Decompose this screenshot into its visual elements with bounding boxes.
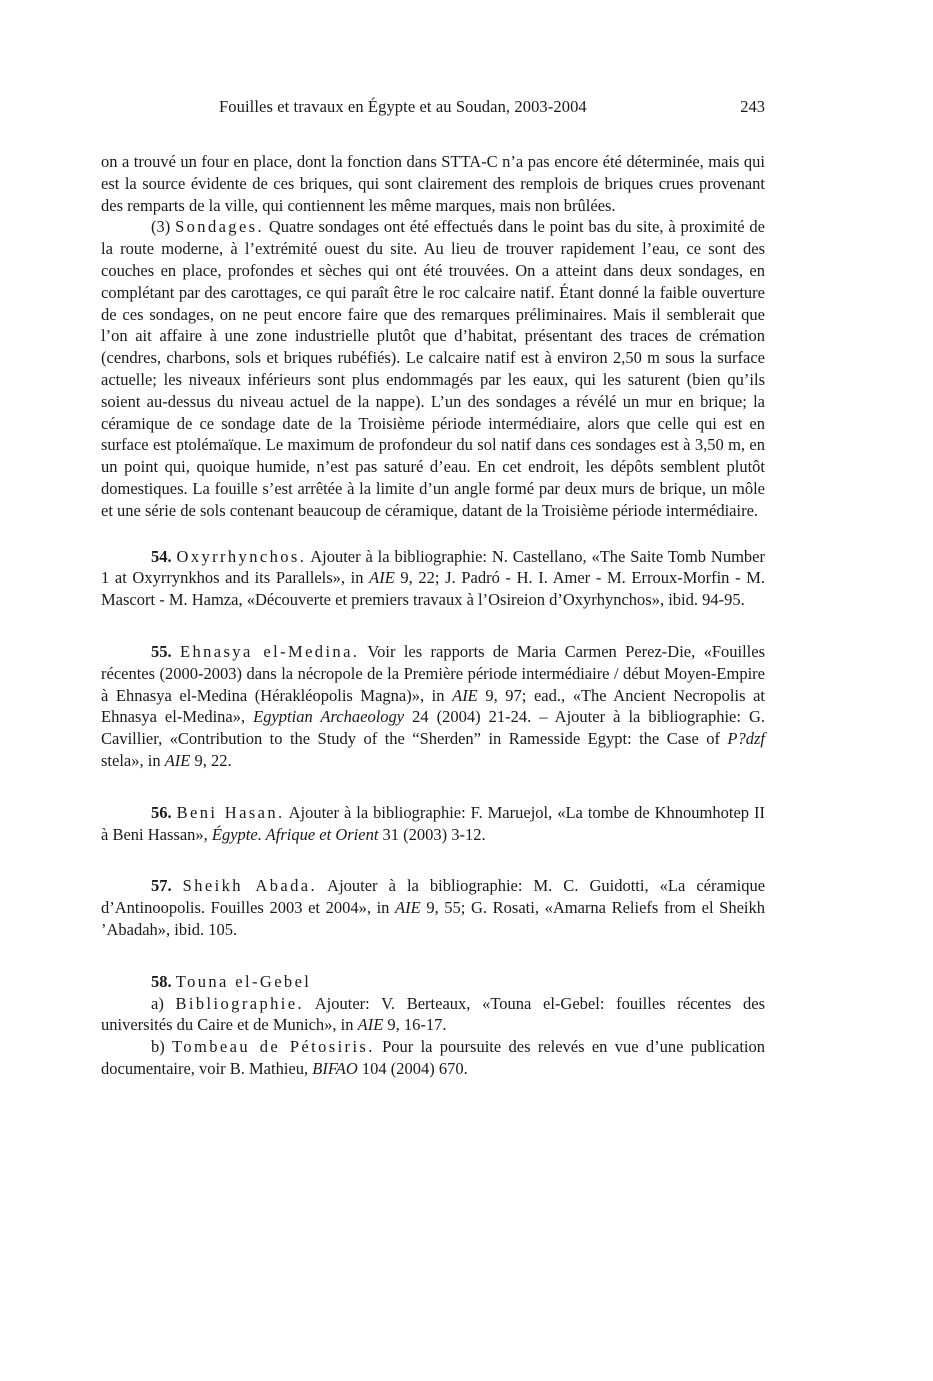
entry-54 — [101, 546, 765, 611]
journal-title: Égypte. Afrique et Orient — [211, 824, 379, 844]
entry-number: 56. — [151, 802, 172, 822]
running-header — [101, 95, 765, 119]
entry-text: 24 (2004) 21-24. – Ajouter à la bibliographie: G. Cavillier, «Contribution to the Study of the “Sherden” in Ramesside Egypt: the Case of — [101, 707, 766, 749]
intro-paragraph: on a trouvé un four en place, dont la fonction dans STTA-C n’a pas encore été déterminée, mais qui est la source évidente de ces briques, qui sont clairement des remplois de briques crues provenant des remparts de la ville, qui contiennent les même marques, mais non brûlées. — [101, 152, 765, 215]
entry-number: 58. — [151, 971, 172, 991]
entry-text: Ajouter: V. Berteaux, «Touna el-Gebel: fouilles récentes des universités du Caire et de Munich», in — [101, 993, 765, 1035]
entry-58-heading — [101, 971, 765, 993]
journal-title: AIE — [452, 685, 478, 705]
entry-text: Pour la poursuite des relevés en vue d’une publication documentaire, voir B. Mathieu, — [101, 1037, 765, 1078]
item-label: Bibliographie. — [175, 993, 304, 1013]
entry-number: 57. — [151, 876, 172, 896]
entry-text: Voir les rapports de Maria Carmen Perez-Die, «Fouilles récentes (2000-2003) dans la nécropole de la Première période intermédiaire / début Moyen-Empire à Ehnasya el-Medina (Hérakléopolis Magna)», in — [101, 641, 765, 705]
journal-title: AIE — [395, 898, 421, 918]
running-title: Fouilles et travaux en Égypte et au Soudan, 2003-2004 — [219, 97, 587, 116]
journal-title: AIE — [357, 1015, 384, 1035]
entry-55 — [101, 641, 765, 772]
entry-text: 9, 97; ead., «The Ancient Necropolis at Ehnasya el-Medina», — [101, 685, 765, 727]
entry-56 — [101, 802, 765, 846]
journal-title: AIE — [369, 568, 395, 588]
site-name: Touna el-Gebel — [175, 971, 312, 991]
entry-58-a — [101, 993, 765, 1037]
site-name: Ehnasya el-Medina. — [179, 641, 360, 661]
entry-text: Ajouter à la bibliographie: F. Maruejol, «La tombe de Khnoumhotep II à Beni Hassan», — [101, 802, 765, 844]
item-prefix: b) — [151, 1037, 173, 1057]
sondages-paragraph — [101, 216, 765, 521]
entry-text: 104 (2004) 670. — [357, 1058, 468, 1078]
site-name: Oxyrrhynchos. — [176, 546, 307, 566]
site-name: Beni Hasan. — [176, 802, 285, 822]
entry-text: 31 (2003) 3-12. — [378, 824, 486, 844]
sondages-prefix: (3) — [151, 217, 176, 237]
item-label: Tombeau de Pétosiris. — [172, 1037, 375, 1057]
journal-title: Egyptian Archaeology — [253, 707, 405, 727]
sondages-label: Sondages. — [175, 217, 265, 237]
entry-text: stela», in — [101, 750, 165, 770]
entry-57 — [101, 875, 765, 940]
entry-number: 54. — [151, 546, 172, 566]
page-number: 243 — [740, 97, 765, 116]
entry-text: Ajouter à la bibliographie: M. C. Guidotti, «La céramique d’Antinoopolis. Fouilles 2003 et 2004», in — [101, 876, 766, 918]
item-prefix: a) — [151, 993, 176, 1013]
page-body — [101, 151, 765, 1080]
italic-term: P?dzf — [727, 729, 765, 749]
journal-title: AIE — [164, 750, 191, 770]
entry-number: 55. — [151, 641, 172, 661]
entry-text: 9, 22. — [190, 750, 232, 770]
sondages-text: Quatre sondages ont été effectués dans le point bas du site, à proximité de la route moderne, à l’extrémité ouest du site. Au lieu de trouver rapidement l’eau, ce sont des couches en place, profondes et sèches qui ont été trouvées. On a atteint dans deux sondages, en complétant par des carottages, ce qui paraît être le roc calcaire natif. Étant donné la faible ouverture de ces sondages, on ne peut encore faire que des remarques préliminaires. Mais il semblerait que l’on ait affaire à une zone industrielle plutôt que d’habitat, présentant des traces de crémation (cendres, charbons, sols et briques rubéfiés). Le calcaire natif est à environ 2,50 m sous la surface actuelle; les niveaux inférieurs sont plus endommagés par les eaux, qui les saturent (bien qu’ils soient au-dessus du niveau actuel de la nappe). L’un des sondages a révélé un mur en brique; la céramique de ce sondage date de la Troisième période intermédiaire, alors que celle qui est en surface est ptolémaïque. Le maximum de profondeur du sol natif dans ces sondages est à 3,50 m, en un point qui, quoique humide, n’est pas saturé d’eau. En cet endroit, les dépôts semblent plutôt domestiques. La fouille s’est arrêtée à la limite d’un angle formé par deux murs de brique, un môle et une série de sols contenant beaucoup de céramique, datant de la Troisième période intermédiaire. — [101, 217, 765, 520]
site-name: Sheikh Abada. — [182, 876, 318, 896]
entry-text: 9, 16-17. — [383, 1015, 447, 1035]
entry-text: 9, 55; G. Rosati, «Amarna Reliefs from el Sheikh ’Abadah», ibid. 105. — [101, 898, 765, 939]
entry-text: 9, 22; J. Padró - H. I. Amer - M. Erroux-Morfin - M. Mascort - M. Hamza, «Découverte et premiers travaux à l’Osireion d’Oxyrhynchos», ibid. 94-95. — [101, 568, 766, 610]
entry-text: Ajouter à la bibliographie: N. Castellano, «The Saite Tomb Number 1 at Oxyrrynkhos and its Parallels», in — [101, 546, 765, 588]
entry-58-b — [101, 1036, 765, 1080]
journal-title: BIFAO — [312, 1058, 358, 1078]
